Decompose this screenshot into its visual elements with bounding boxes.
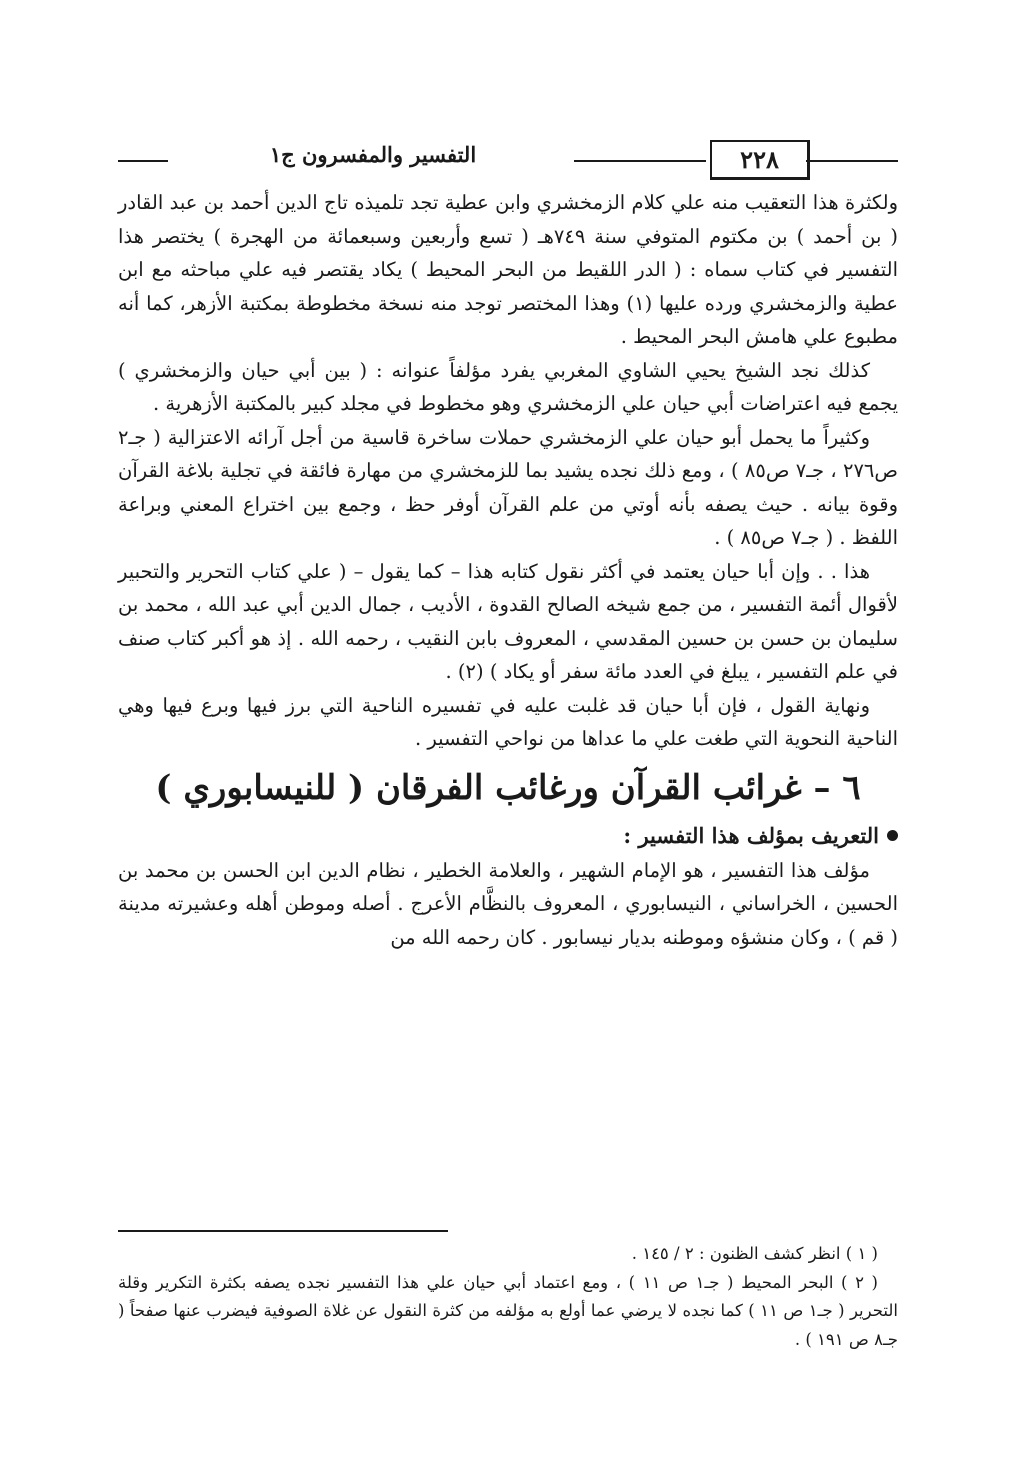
paragraph: كذلك نجد الشيخ يحيي الشاوي المغربي يفرد مؤلفاً عنوانه : ( بين أبي حيان والزمخشري ) يجمع فيه اعتراضات أبي حيان علي الزمخشري وهو مخطوط في مجلد كبير بالمكتبة الأزهرية .	[118, 358, 898, 415]
header-rule	[574, 160, 706, 162]
footnote: ( ١ ) انظر كشف الظنون : ٢ / ١٤٥ .	[631, 1244, 878, 1263]
header-rule	[118, 160, 168, 162]
running-header	[118, 138, 898, 182]
paragraph: هذا . . وإن أبا حيان يعتمد في أكثر نقول كتابه هذا – كما يقول – ( علي كتاب التحرير والتحبير لأقوال أئمة التفسير ، من جمع شيخه الصالح القدوة ، الأديب ، جمال الدين أبي عبد الله ، محمد بن سليمان بن حسن بن حسين المقدسي ، المعروف بابن النقيب ، رحمه الله . إذ هو أكبر كتاب صنف في علم التفسير ، يبلغ في العدد مائة سفر أو يكاد ) (٢) .	[118, 559, 898, 683]
header-rule	[806, 160, 898, 162]
bullet-icon	[887, 830, 898, 841]
paragraph: ونهاية القول ، فإن أبا حيان قد غلبت عليه في تفسيره الناحية التي برز فيها وبرع فيها وهي الناحية النحوية التي طغت علي ما عداها من نواحي التفسير .	[118, 693, 898, 750]
book-page	[118, 128, 898, 1388]
paragraph: وكثيراً ما يحمل أبو حيان علي الزمخشري حملات ساخرة قاسية من أجل آرائه الاعتزالية ( جـ٢ ص٢٧٦ ، جـ٧ ص٨٥ ) ، ومع ذلك نجده يشيد بما للزمخشري من مهارة فائقة في تجلية بلاغة القرآن وقوة بيانه . حيث يصفه بأنه أوتي من علم القرآن أوفر حظ ، وجمع بين اختراع المعني وبراعة اللفظ . ( جـ٧ ص٨٥ ) .	[118, 425, 898, 549]
sub-heading-text: التعريف بمؤلف هذا التفسير :	[623, 822, 879, 848]
paragraph: ولكثرة هذا التعقيب منه علي كلام الزمخشري وابن عطية تجد تلميذه تاج الدين أحمد بن عبد القادر ( بن أحمد ) بن مكتوم المتوفي سنة ٧٤٩هـ ( تسع وأربعين وسبعمائة من الهجرة ) يختصر هذا التفسير في كتاب سماه : ( الدر اللقيط من البحر المحيط ) يكاد يقتصر فيه علي مباحثه مع ابن عطية والزمخشري ورده عليها (١) وهذا المختصر توجد منه نسخة مخطوطة بمكتبة الأزهر، كما أنه مطبوع علي هامش البحر المحيط .	[118, 191, 898, 348]
footnote-divider	[118, 1230, 448, 1232]
paragraph: مؤلف هذا التفسير ، هو الإمام الشهير ، والعلامة الخطير ، نظام الدين ابن الحسن بن محمد بن الحسين ، الخراساني ، النيسابوري ، المعروف بالنظَّام الأعرج . أصله وموطن أهله وعشيرته مدينة ( قم ) ، وكان منشؤه وموطنه بديار نيسابور . كان رحمه الله من	[118, 858, 898, 949]
footnote: ( ٢ ) البحر المحيط ( جـ١ ص ١١ ) ، ومع اعتماد أبي حيان علي هذا التفسير نجده يصفه بكثرة التكرير وقلة التحرير ( جـ١ ص ١١ ) كما نجده لا يرضي عما أولع به مؤلفه من كثرة النقول عن غلاة الصوفية فيضرب عنها صفحاً ( جـ٨ ص ١٩١ ) .	[118, 1272, 898, 1349]
main-text	[118, 186, 898, 954]
footnotes	[118, 1240, 898, 1354]
section-heading: ٦ – غرائب القرآن ورغائب الفرقان ( للنيسابوري )	[155, 767, 861, 808]
sub-heading	[118, 818, 898, 854]
page-number: ٢٢٨	[710, 140, 810, 180]
running-title: التفسير والمفسرون ج١	[269, 142, 477, 167]
